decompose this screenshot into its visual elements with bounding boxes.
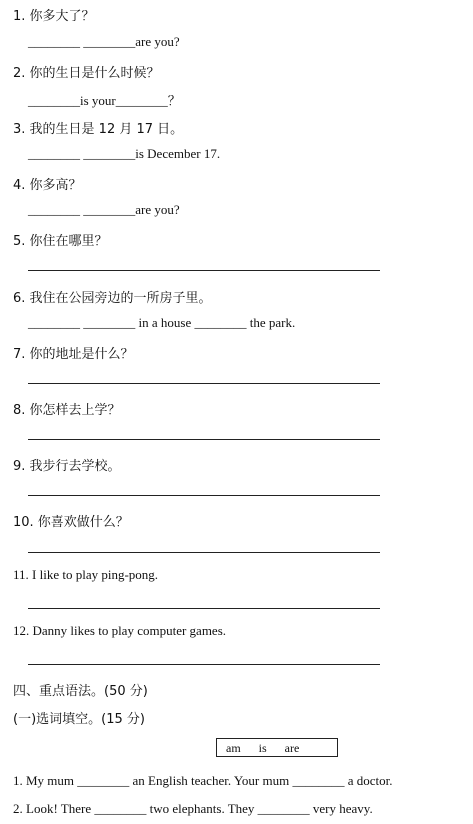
question-2-prompt: 2. 你的生日是什么时候？: [13, 66, 160, 81]
answer-line-10: [28, 552, 380, 553]
question-7-prompt: 7. 你的地址是什么？: [13, 347, 134, 362]
answer-line-8: [28, 439, 380, 440]
question-12-prompt: 12. Danny likes to play computer games.: [13, 623, 227, 638]
answer-line-9: [28, 495, 380, 496]
word-bank: am is are: [216, 738, 338, 757]
question-9-prompt: 9. 我步行去学校。: [13, 459, 121, 474]
question-8-prompt: 8. 你怎样去上学？: [13, 403, 121, 418]
question-3-answer: ________ ________is December 17.: [28, 146, 221, 161]
answer-line-12: [28, 664, 380, 665]
fill-blank-1: 1. My mum ________ an English teacher. Your mum ________ a doctor.: [13, 773, 393, 788]
question-4-answer: ________ ________are you?: [28, 202, 180, 217]
answer-line-5: [28, 270, 380, 271]
question-2-answer: ________is your________？: [28, 93, 181, 108]
question-4-prompt: 4. 你多高？: [13, 178, 82, 193]
answer-line-11: [28, 608, 380, 609]
fill-blank-2: 2. Look! There ________ two elephants. They ________ very heavy.: [13, 801, 373, 816]
section-title: 四、重点语法。(50 分): [13, 684, 148, 699]
question-5-prompt: 5. 你住在哪里？: [13, 234, 108, 249]
section-subtitle: (一)选词填空。(15 分): [13, 712, 145, 727]
question-1-prompt: 1. 你多大了？: [13, 9, 95, 24]
question-11-prompt: 11. I like to play ping-pong.: [13, 567, 159, 582]
answer-line-7: [28, 383, 380, 384]
question-3-prompt: 3. 我的生日是 12 月 17 日。: [13, 122, 184, 137]
question-10-prompt: 10. 你喜欢做什么？: [13, 515, 129, 530]
question-6-answer: ________ ________ in a house ________ the park.: [28, 315, 296, 330]
question-1-answer: ________ ________are you?: [28, 34, 180, 49]
question-6-prompt: 6. 我住在公园旁边的一所房子里。: [13, 291, 212, 306]
